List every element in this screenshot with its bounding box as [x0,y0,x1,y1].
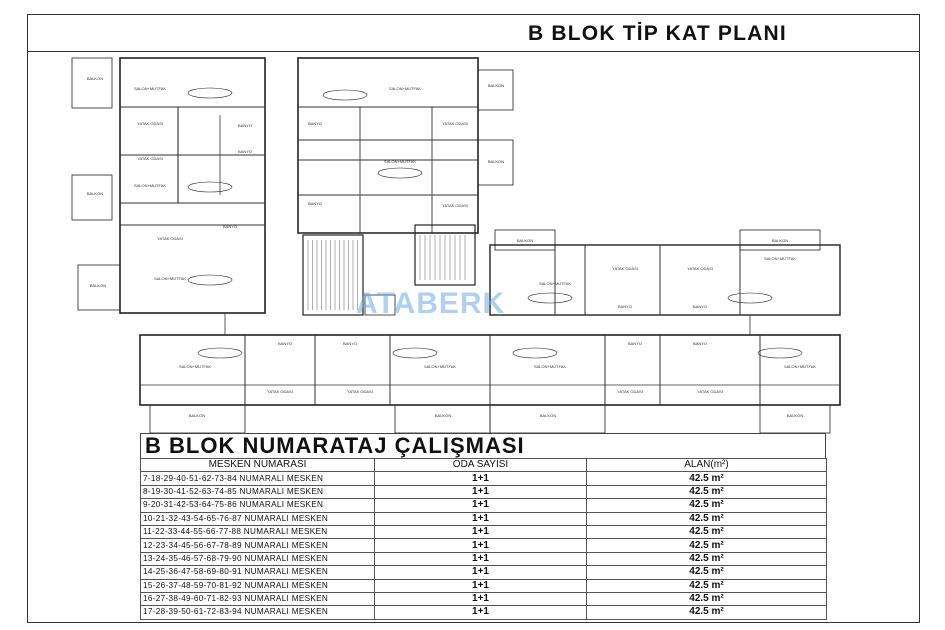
alan-cell: 42.5 m² [587,472,827,485]
banyo-label: BANYO [237,149,253,154]
unit-tag-ellipse [513,348,557,358]
alan-cell: 42.5 m² [587,592,827,605]
balcony-outline [72,58,112,108]
banyo-label: BANYO [307,121,323,126]
alan-cell: 42.5 m² [587,512,827,525]
salon-label: SALON+MUTFAK [153,276,187,281]
banyo-label: BANYO [277,341,293,346]
unit-tag-ellipse [188,182,232,192]
balcony-outline [490,405,605,433]
yatak-label: YATAK ODASI [137,156,163,161]
table-title: B BLOK NUMARATAJ ÇALIŞMASI [140,433,826,458]
banyo-label: BANYO [617,304,633,309]
alan-cell: 42.5 m² [587,539,827,552]
mesken-cell: 7-18-29-40-51-62-73-84 NUMARALI MESKEN [141,472,375,485]
table-row [141,552,827,565]
salon-label: SALON+MUTFAK [763,256,797,261]
balcony-outline [760,405,830,433]
salon-label: SALON+MUTFAK [133,86,167,91]
watermark-logo: ATABERK [356,287,506,320]
table-row [141,512,827,525]
balcony-outline [150,405,245,433]
banyo-label: BANYO [627,341,643,346]
oda-cell: 1+1 [375,512,587,525]
alan-cell: 42.5 m² [587,552,827,565]
balkon-label: BALKON [86,76,104,81]
banyo-label: BANYO [692,341,708,346]
balcony-outline [478,70,513,110]
banyo-label: BANYO [342,341,358,346]
floor-plan [60,55,850,435]
oda-cell: 1+1 [375,539,587,552]
page-title: B BLOK TİP KAT PLANI [528,22,787,45]
mesken-cell: 15-26-37-48-59-70-81-92 NUMARALI MESKEN [141,579,375,592]
oda-cell: 1+1 [375,499,587,512]
oda-cell: 1+1 [375,592,587,605]
banyo-label: BANYO [307,201,323,206]
table-row [141,485,827,498]
balkon-label: BALKON [188,413,206,418]
numbering-grid [140,458,827,620]
oda-cell: 1+1 [375,552,587,565]
mesken-cell: 8-19-30-41-52-63-74-85 NUMARALI MESKEN [141,485,375,498]
balkon-label: BALKON [86,191,104,196]
unit-tag-ellipse [188,275,232,285]
oda-cell: 1+1 [375,525,587,538]
mesken-cell: 13-24-35-46-57-68-79-90 NUMARALI MESKEN [141,552,375,565]
oda-cell: 1+1 [375,566,587,579]
yatak-label: YATAK ODASI [687,266,713,271]
salon-label: SALON+MUTFAK [783,364,817,369]
salon-label: SALON+MUTFAK [533,364,567,369]
table-header-row [141,459,827,472]
yatak-label: YATAK ODASI [697,389,723,394]
table-row [141,579,827,592]
yatak-label: YATAK ODASI [442,121,468,126]
title-divider [27,51,920,52]
unit-tag-ellipse [393,348,437,358]
yatak-label: YATAK ODASI [442,203,468,208]
unit-tag-ellipse [758,348,802,358]
oda-cell: 1+1 [375,579,587,592]
balkon-label: BALKON [487,159,505,164]
unit-tag-ellipse [728,293,772,303]
unit-tag-ellipse [378,168,422,178]
table-row [141,472,827,485]
table-row [141,499,827,512]
yatak-label: YATAK ODASI [612,266,638,271]
yatak-label: YATAK ODASI [137,121,163,126]
table-row [141,606,827,619]
salon-label: SALON+MUTFAK [423,364,457,369]
header-oda: ODA SAYISI [375,459,587,472]
oda-cell: 1+1 [375,485,587,498]
banyo-label: BANYO [692,304,708,309]
balkon-label: BALKON [786,413,804,418]
table-row [141,525,827,538]
balcony-outline [72,175,112,220]
yatak-label: YATAK ODASI [267,389,293,394]
yatak-label: YATAK ODASI [157,236,183,241]
alan-cell: 42.5 m² [587,566,827,579]
header-alan: ALAN(m²) [587,459,827,472]
mesken-cell: 9-20-31-42-53-64-75-86 NUMARALI MESKEN [141,499,375,512]
salon-label: SALON+MUTFAK [383,159,417,164]
yatak-label: YATAK ODASI [347,389,373,394]
balkon-label: BALKON [771,238,789,243]
table-row [141,592,827,605]
mesken-cell: 14-25-36-47-58-69-80-91 NUMARALI MESKEN [141,566,375,579]
stair-core [303,235,363,315]
alan-cell: 42.5 m² [587,579,827,592]
mesken-cell: 17-28-39-50-61-72-83-94 NUMARALI MESKEN [141,606,375,619]
balkon-label: BALKON [434,413,452,418]
banyo-label: BANYO [237,123,253,128]
unit-tag-ellipse [188,88,232,98]
balkon-label: BALKON [89,283,107,288]
oda-cell: 1+1 [375,472,587,485]
balkon-label: BALKON [487,83,505,88]
salon-label: SALON+MUTFAK [133,183,167,188]
salon-label: SALON+MUTFAK [388,86,422,91]
salon-label: SALON+MUTFAK [178,364,212,369]
unit-tag-ellipse [198,348,242,358]
unit-tag-ellipse [323,90,367,100]
oda-cell: 1+1 [375,606,587,619]
unit-tag-ellipse [528,293,572,303]
alan-cell: 42.5 m² [587,606,827,619]
numbering-table [140,433,826,620]
balkon-label: BALKON [539,413,557,418]
mesken-cell: 11-22-33-44-55-66-77-88 NUMARALI MESKEN [141,525,375,538]
header-mesken: MESKEN NUMARASI [141,459,375,472]
alan-cell: 42.5 m² [587,525,827,538]
balkon-label: BALKON [516,238,534,243]
alan-cell: 42.5 m² [587,499,827,512]
banyo-label: BANYO [222,224,238,229]
mesken-cell: 12-23-34-45-56-67-78-89 NUMARALI MESKEN [141,539,375,552]
mesken-cell: 10-21-32-43-54-65-76-87 NUMARALI MESKEN [141,512,375,525]
table-row [141,566,827,579]
table-row [141,539,827,552]
yatak-label: YATAK ODASI [617,389,643,394]
salon-label: SALON+MUTFAK [538,281,572,286]
balcony-outline [395,405,490,433]
floor-plan-drawing [60,55,850,435]
alan-cell: 42.5 m² [587,485,827,498]
mesken-cell: 16-27-38-49-60-71-82-93 NUMARALI MESKEN [141,592,375,605]
